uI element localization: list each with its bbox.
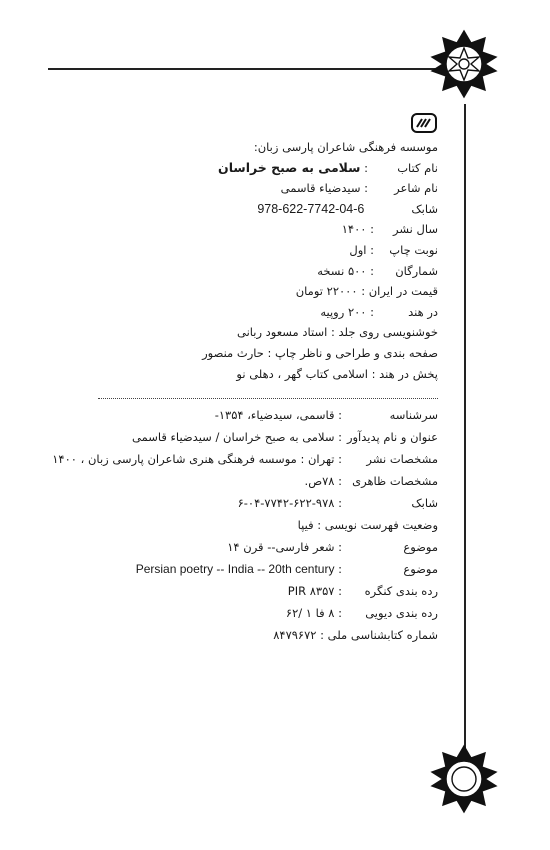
catalog-label: وضعیت فهرست نویسی — [324, 518, 438, 532]
catalog-value: تهران : موسسه فرهنگی هنری شاعران پارسی زبان ، ۱۴۰۰ — [52, 452, 335, 466]
dotted-divider — [98, 398, 438, 399]
catalog-label: موضوع — [403, 562, 438, 576]
publisher-logo-icon — [411, 113, 437, 133]
sep: : — [364, 160, 368, 175]
info-row — [118, 158, 438, 179]
catalog-value: ۷۸ص. — [304, 474, 335, 488]
catalog-value: ۸۴۷۹۶۷۲ — [273, 628, 317, 642]
info-row — [118, 240, 438, 261]
info-row — [118, 281, 438, 302]
rosette-ornament-icon — [429, 29, 499, 99]
sep: : — [364, 181, 368, 196]
sep: : — [338, 584, 342, 598]
catalog-row — [38, 536, 438, 558]
sep: : — [370, 263, 374, 278]
sep: : — [370, 222, 374, 237]
catalog-row — [38, 514, 438, 536]
catalog-row — [38, 426, 438, 448]
info-row — [118, 302, 438, 323]
catalog-label: شابک — [411, 496, 438, 510]
isbn-value: 978-622-7742-04-6 — [257, 201, 365, 216]
info-value: ۵۰۰ نسخه — [317, 263, 367, 278]
catalog-value: قاسمی، سیدضیاء، ۱۳۵۴- — [214, 408, 335, 422]
sep: : — [338, 408, 342, 422]
info-label: قیمت در ایران — [368, 284, 438, 299]
catalog-value: ۸ فا ۱ /۶۲ — [285, 606, 335, 620]
info-label: نام شاعر — [394, 181, 438, 196]
catalog-row — [38, 470, 438, 492]
catalog-label: سرشناسه — [389, 408, 438, 422]
catalog-label: مشخصات نشر — [366, 452, 438, 466]
sep: : — [361, 284, 366, 299]
sep: : — [338, 562, 342, 576]
sep: : — [317, 518, 322, 532]
catalog-row — [38, 448, 438, 470]
info-row — [118, 261, 438, 282]
catalog-row — [38, 558, 438, 580]
catalog-block — [38, 404, 438, 646]
sep: : — [338, 452, 342, 466]
catalog-row — [38, 580, 438, 602]
book-info-block — [118, 137, 438, 384]
info-label: نام کتاب — [397, 160, 438, 175]
catalog-label: شماره کتابشناسی ملی — [327, 628, 438, 642]
info-value: اول — [349, 242, 367, 257]
sep: : — [338, 430, 342, 444]
publisher-header: موسسه فرهنگی شاعران پارسی زبان: — [253, 140, 438, 154]
sep: : — [370, 304, 374, 319]
catalog-label: رده بندی دیویی — [365, 606, 438, 620]
info-value: ۲۲۰۰۰ تومان — [295, 284, 358, 299]
credit-line: پخش در هند : اسلامی کتاب گهر ، دهلی نو — [236, 366, 438, 381]
info-row — [118, 199, 438, 220]
sep: : — [338, 474, 342, 488]
sep: : — [338, 606, 342, 620]
catalog-value: Persian poetry -- India -- 20th century — [135, 562, 335, 576]
info-label: شابک — [411, 201, 438, 216]
catalog-label: مشخصات ظاهری — [352, 474, 438, 488]
top-rule — [48, 68, 443, 70]
catalog-value: PIR ۸۳۵۷ — [287, 584, 335, 598]
credit-line: صفحه بندی و طراحی و ناظر چاپ : حارث منصور — [202, 345, 438, 360]
sep: : — [320, 628, 324, 642]
info-label: نوبت چاپ — [389, 242, 438, 257]
catalog-label: عنوان و نام پدیدآور — [346, 430, 438, 444]
catalog-row — [38, 492, 438, 514]
sep: : — [370, 242, 374, 257]
catalog-label: موضوع — [403, 540, 438, 554]
catalog-row — [38, 404, 438, 426]
info-label: سال نشر — [393, 222, 438, 237]
catalog-value: فیپا — [297, 518, 314, 532]
sep: : — [338, 540, 342, 554]
rosette-ornament-icon — [429, 744, 499, 814]
catalog-value: شعر فارسی-- قرن ۱۴ — [227, 540, 335, 554]
info-row — [118, 178, 438, 199]
sep: : — [338, 496, 342, 510]
info-label: در هند — [408, 304, 438, 319]
credit-line: خوشنویسی روی جلد : استاد مسعود ربانی — [236, 325, 438, 340]
catalog-row — [38, 624, 438, 646]
side-rule — [464, 104, 466, 764]
book-title: سلامی به صبح خراسان — [218, 159, 361, 175]
info-value: سیدضیاء قاسمی — [280, 181, 361, 196]
catalog-value: سلامی به صبح خراسان / سیدضیاء قاسمی — [132, 430, 335, 444]
info-label: شمارگان — [395, 263, 438, 278]
catalog-row — [38, 602, 438, 624]
catalog-label: رده بندی کنگره — [364, 584, 438, 598]
info-value: ۱۴۰۰ — [341, 222, 367, 237]
info-row — [118, 219, 438, 240]
info-value: ۲۰۰ روپیه — [320, 304, 367, 319]
catalog-value: ۶-۰۴-۷۷۴۲-۶۲۲-۹۷۸ — [237, 496, 335, 510]
